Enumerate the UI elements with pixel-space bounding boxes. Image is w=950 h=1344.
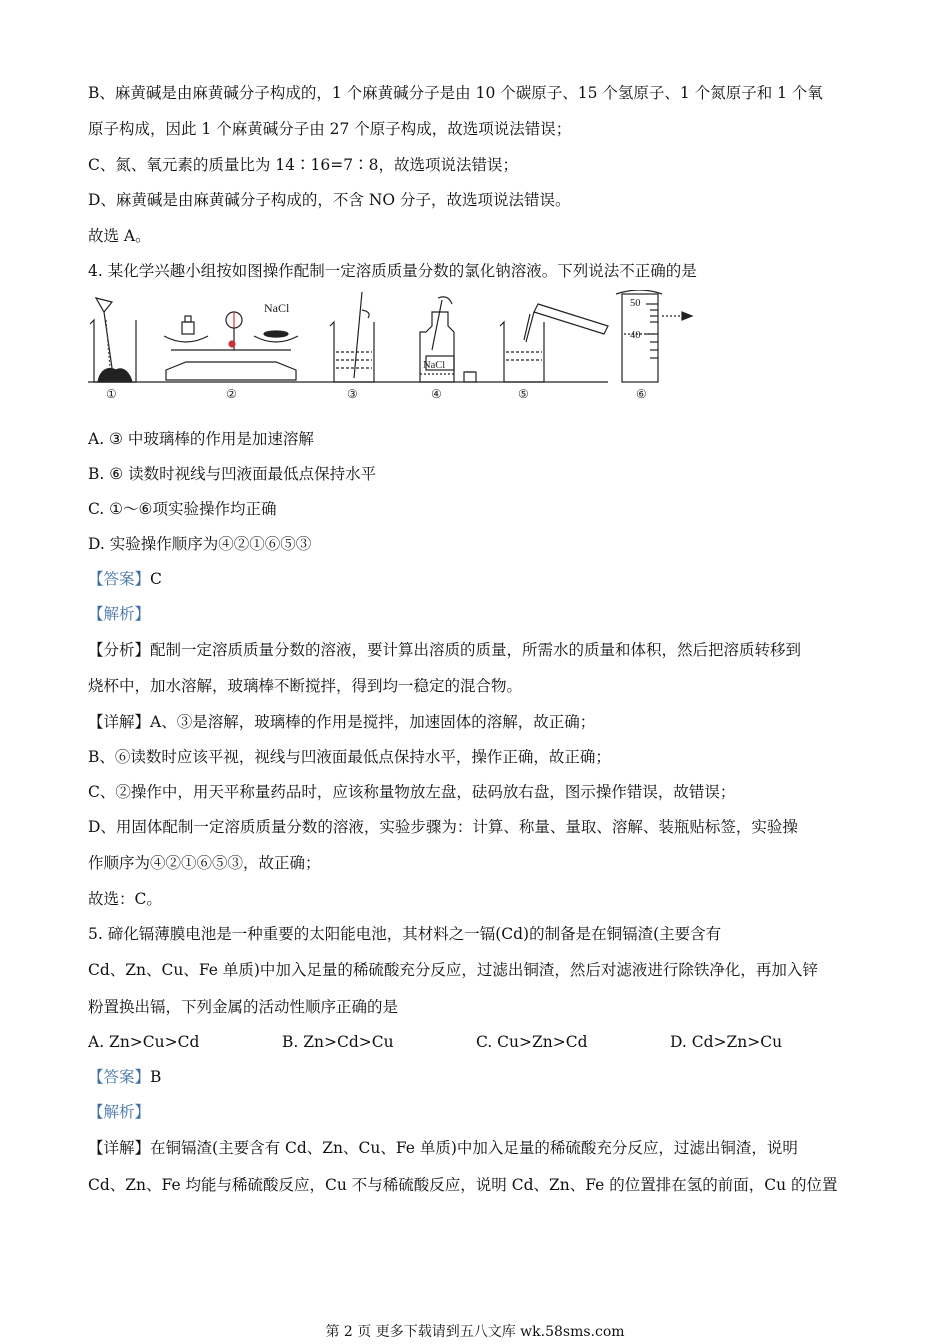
step-label-5: ⑤: [518, 387, 529, 401]
experiment-illustration: [86, 290, 706, 402]
answer-tag: 【答案】: [88, 1068, 151, 1086]
analysis-line: [88, 1102, 868, 1122]
text-line: Cd、Zn、Cu、Fe 单质)中加入足量的稀硫酸充分反应，过滤出铜渣，然后对滤液进行除铁净化，再加入锌: [88, 961, 818, 979]
q5-option-c: C. Cu>Zn>Cd: [476, 1033, 588, 1051]
step-label-4: ④: [431, 387, 442, 401]
step-label-2: ②: [226, 387, 237, 401]
nacl-balance-label: NaCl: [264, 301, 290, 315]
fenxi-line: [88, 640, 868, 660]
fenxi-tag: 【分析】: [88, 641, 151, 659]
q5-option-b: B. Zn>Cd>Cu: [282, 1033, 394, 1051]
text-line: 粉置换出镉，下列金属的活动性顺序正确的是: [88, 998, 399, 1016]
cylinder-mark-40: 40: [630, 330, 641, 341]
answer-tag: 【答案】: [88, 570, 151, 588]
xiangjie-tag: 【详解】: [88, 713, 151, 731]
text-line: 作顺序为④②①⑥⑤③，故正确；: [88, 854, 321, 872]
text-line: D、用固体配制一定溶质质量分数的溶液，实验步骤为：计算、称量、量取、溶解、装瓶贴标签，实验操: [88, 818, 798, 836]
text-line: C、②操作中，用天平称量药品时，应该称量物放左盘，砝码放右盘，图示操作错误，故错误；: [88, 783, 736, 801]
step-label-1: ①: [106, 387, 117, 401]
answer-line: [88, 1067, 868, 1087]
xiangjie-line: [88, 1138, 868, 1158]
analysis-line: [88, 604, 868, 624]
text-line: Cd、Zn、Fe 均能与稀硫酸反应，Cu 不与稀硫酸反应，说明 Cd、Zn、Fe 的位置排在氢的前面，Cu 的位置: [88, 1176, 838, 1194]
q5-option-a: A. Zn>Cu>Cd: [88, 1033, 200, 1051]
option-c: C. ①～⑥项实验操作均正确: [88, 500, 277, 518]
option-d: D. 实验操作顺序为④②①⑥⑤③: [88, 535, 312, 553]
option-a: A. ③ 中玻璃棒的作用是加速溶解: [88, 430, 314, 448]
question-5-stem: 5. 碲化镉薄膜电池是一种重要的太阳能电池，其材料之一镉(Cd)的制备是在铜镉渣(主要含有: [88, 925, 722, 943]
page-footer: 第 2 页 更多下载请到五八文库 wk.58sms.com: [325, 1324, 625, 1340]
fenxi-text: 配制一定溶质质量分数的溶液，要计算出溶质的质量，所需水的质量和体积，然后把溶质转移到: [150, 641, 802, 659]
question-4-stem: 4. 某化学兴趣小组按如图操作配制一定溶质质量分数的氯化钠溶液。下列说法不正确的是: [88, 262, 697, 280]
experiment-figure: [86, 290, 706, 402]
option-b: B. ⑥ 读数时视线与凹液面最低点保持水平: [88, 465, 377, 483]
conclusion-line: 故选：C。: [88, 890, 162, 908]
xiangjie-line: [88, 712, 868, 732]
answer-line: [88, 569, 868, 589]
cylinder-mark-50: 50: [630, 298, 641, 309]
step-label-3: ③: [347, 387, 358, 401]
text-line: D、麻黄碱是由麻黄碱分子构成的，不含 NO 分子，故选项说法错误。: [88, 191, 571, 209]
answer-value: C: [150, 570, 162, 588]
nacl-bottle-label: NaCl: [423, 360, 446, 371]
step-label-6: ⑥: [636, 387, 647, 401]
answer-value: B: [150, 1068, 162, 1086]
text-line: B、麻黄碱是由麻黄碱分子构成的，1 个麻黄碱分子是由 10 个碳原子、15 个氢原子、1 个氮原子和 1 个氧: [88, 84, 823, 102]
analysis-tag: 【解析】: [88, 1103, 151, 1121]
text-line: 故选 A。: [88, 227, 151, 245]
xiangjie-text: A、③是溶解，玻璃棒的作用是搅拌，加速固体的溶解，故正确；: [150, 713, 596, 731]
q5-option-d: D. Cd>Zn>Cu: [670, 1033, 783, 1051]
text-line: 原子构成，因此 1 个麻黄碱分子由 27 个原子构成，故选项说法错误；: [88, 120, 572, 138]
analysis-tag: 【解析】: [88, 605, 151, 623]
text-line: B、⑥读数时应该平视，视线与凹液面最低点保持水平，操作正确，故正确；: [88, 748, 611, 766]
q5-options: [88, 1032, 868, 1052]
xiangjie-text: 在铜镉渣(主要含有 Cd、Zn、Cu、Fe 单质)中加入足量的稀硫酸充分反应，过滤出铜渣，说明: [150, 1139, 798, 1157]
text-line: C、氮、氧元素的质量比为 14∶16=7∶8，故选项说法错误；: [88, 156, 518, 174]
text-line: 烧杯中，加水溶解，玻璃棒不断搅拌，得到均一稳定的混合物。: [88, 677, 523, 695]
xiangjie-tag: 【详解】: [88, 1139, 151, 1157]
